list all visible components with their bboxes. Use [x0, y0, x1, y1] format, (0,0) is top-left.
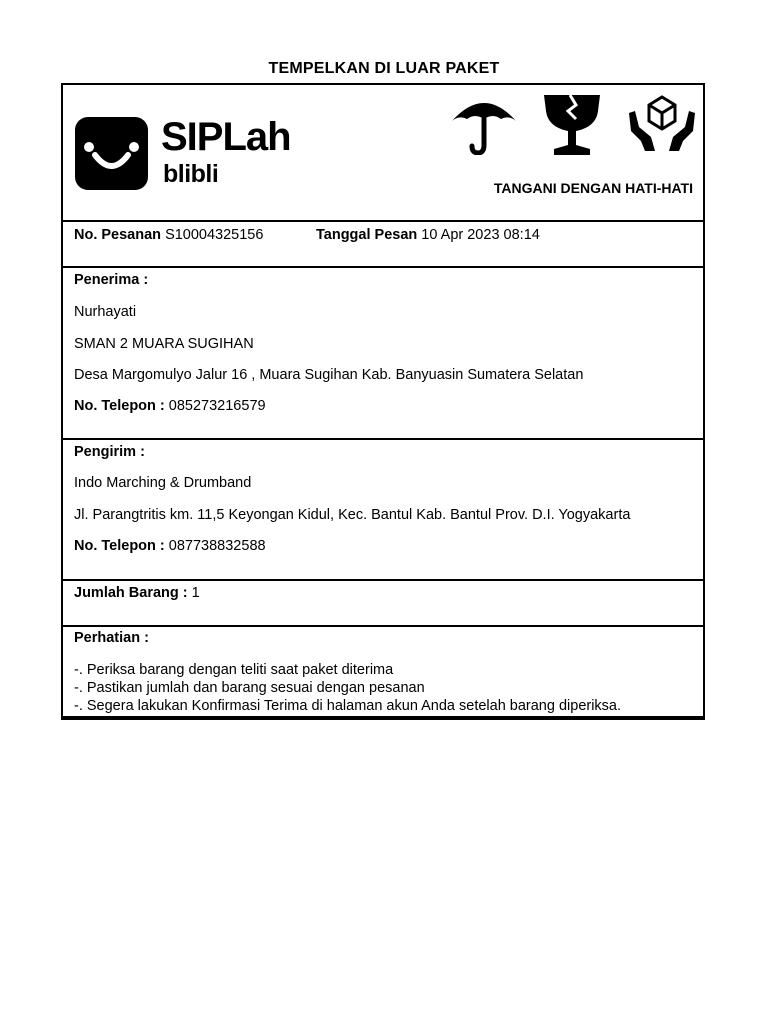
label-header	[63, 85, 703, 222]
sender-address: Jl. Parangtritis km. 11,5 Keyongan Kidul, Kec. Bantul Kab. Bantul Prov. D.I. Yogyakarta	[74, 507, 631, 523]
order-date-label: Tanggal Pesan	[316, 227, 418, 243]
handling-instruction: TANGANI DENGAN HATI-HATI	[493, 180, 693, 196]
logo-brand-text: SIPLah	[161, 115, 291, 159]
sender-phone-value: 087738832588	[168, 538, 266, 554]
order-number-value: S10004325156	[165, 227, 264, 243]
page-heading: TEMPELKAN DI LUAR PAKET	[268, 60, 500, 77]
notice-item: -. Pastikan jumlah dan barang sesuai dengan pesanan	[74, 680, 425, 696]
recipient-phone	[74, 398, 266, 414]
handle-with-care-icon	[627, 93, 697, 155]
recipient-institution: SMAN 2 MUARA SUGIHAN	[74, 336, 254, 352]
item-quantity-value: 1	[191, 585, 200, 601]
order-date	[316, 227, 540, 243]
recipient-section	[63, 268, 703, 440]
sender-label: Pengirim :	[74, 444, 145, 460]
recipient-name: Nurhayati	[74, 304, 137, 320]
notice-list	[74, 661, 621, 715]
siplah-logo	[75, 117, 320, 191]
sender-phone-label: No. Telepon :	[74, 538, 165, 554]
notice-item: -. Segera lakukan Konfirmasi Terima di halaman akun Anda setelah barang diperiksa.	[74, 698, 622, 714]
umbrella-icon	[449, 93, 519, 155]
sender-phone	[74, 538, 266, 554]
recipient-phone-value: 085273216579	[168, 398, 266, 414]
recipient-address: Desa Margomulyo Jalur 16 , Muara Sugihan Kab. Banyuasin Sumatera Selatan	[74, 367, 584, 383]
logo-sub-text: blibli	[163, 160, 219, 188]
order-date-value: 10 Apr 2023 08:14	[421, 227, 540, 243]
smile-logo-icon	[75, 117, 148, 190]
notice-item: -. Periksa barang dengan teliti saat paket diterima	[74, 662, 394, 678]
recipient-label: Penerima :	[74, 272, 149, 288]
item-quantity	[74, 585, 200, 601]
recipient-phone-label: No. Telepon :	[74, 398, 165, 414]
item-quantity-label: Jumlah Barang :	[74, 585, 188, 601]
fragile-glass-icon	[540, 93, 604, 155]
order-number-label: No. Pesanan	[74, 227, 162, 243]
notice-label: Perhatian :	[74, 630, 149, 646]
shipping-label	[61, 83, 705, 720]
sender-name: Indo Marching & Drumband	[74, 475, 252, 491]
order-number	[74, 227, 263, 243]
